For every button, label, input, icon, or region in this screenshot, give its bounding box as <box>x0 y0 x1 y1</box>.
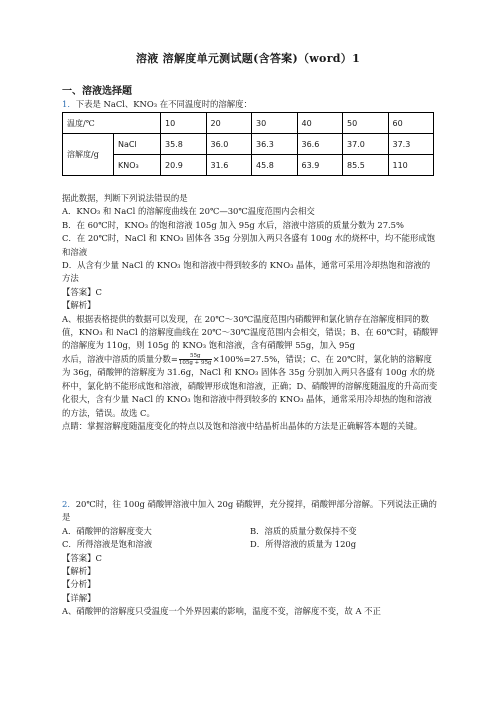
question-1-intro: 据此数据，判断下列说法错误的是 <box>62 193 188 203</box>
table-row <box>63 134 434 155</box>
answer-label: 【答案】C <box>62 552 102 563</box>
temp-cell: 40 <box>297 113 343 134</box>
analysis-label: 【解析】 <box>62 566 96 577</box>
option-d: D．从含有少量 NaCl 的 KNO₃ 饱和溶液中得到较多的 KNO₃ 晶体，通常可采用冷却热饱和溶液的方法 <box>62 260 431 284</box>
question-2-stem: 2．20℃时，往 100g 硝酸钾溶液中加入 20g 硝酸钾，充分搅拌，硝酸钾部分溶解。下列说法正确的是 <box>62 499 437 523</box>
detail-label: 【详解】 <box>62 592 96 603</box>
section-heading: 一、溶液选择题 <box>62 86 132 97</box>
table-cell: 35.8 <box>161 134 207 155</box>
option-b: B．溶质的质量分数保持不变 <box>250 525 357 536</box>
question-1-number: 1． <box>62 99 76 109</box>
table-cell: 31.6 <box>206 155 252 176</box>
answer-label: 【答案】C <box>62 286 102 297</box>
analysis-paragraph-2: 水后，溶液中溶质的质量分数= $\frac{55g}{105g + 95g}$ ×100%=27.5%，错误；C、在 20℃时，氯化钠的溶解度为 36g，硝酸钾的溶解度为 31.6g，NaCl 和 KNO₃ 固体各 35g 分别加入两只各盛有 100g 水的烧杯中，氯化钠不能形成饱和溶液，硝酸钾形成饱和溶液，正确；D、硝酸钾的溶解度随温度的升高而变化很大，含有少量 NaCl 的 KNO₃ 饱和溶液中得到较多的 KNO₃ 晶体，通常采用冷却热的饱和溶液的方法，错误。故选 C。 <box>62 352 438 418</box>
detail-paragraph: A、硝酸钾的溶解度只受温度一个外界因素的影响，温度不变，溶解度不变，故 A 不正 <box>62 606 381 617</box>
substance-name: KNO₃ <box>114 155 161 176</box>
temp-cell: 10 <box>161 113 207 134</box>
temp-cell: 30 <box>252 113 298 134</box>
solubility-table <box>62 112 434 176</box>
table-cell: 37.3 <box>388 134 434 155</box>
option-c: C．所得溶液是饱和溶液 <box>62 539 153 550</box>
table-cell: 36.0 <box>206 134 252 155</box>
option-b: B．在 60℃时，KNO₃ 的饱和溶液 105g 加入 95g 水后，溶液中溶质的质量分数为 27.5% <box>62 219 404 230</box>
document-title: 溶液 溶解度单元测试题(含答案)（word）1 <box>135 52 361 65</box>
question-2-number: 2． <box>62 499 76 509</box>
table-cell: 37.0 <box>343 134 389 155</box>
temp-header: 温度/℃ <box>63 113 161 134</box>
temp-cell: 50 <box>343 113 389 134</box>
table-cell: 85.5 <box>343 155 389 176</box>
table-cell: 36.3 <box>252 134 298 155</box>
table-cell: 45.8 <box>252 155 298 176</box>
fraction: $\frac{55g}{105g + 95g}$ <box>178 352 212 366</box>
table-cell: 110 <box>388 155 434 176</box>
substance-name: NaCl <box>114 134 161 155</box>
options-row <box>62 538 438 551</box>
question-2-body <box>62 498 438 619</box>
options-row <box>62 525 438 538</box>
option-a: A．硝酸钾的溶解度变大 <box>62 525 152 536</box>
option-d: D．所得溶液的质量为 120g <box>250 539 357 550</box>
temp-cell: 60 <box>388 113 434 134</box>
fenxi-label: 【分析】 <box>62 579 96 590</box>
solubility-row-label: 溶解度/g <box>63 134 114 176</box>
temp-cell: 20 <box>206 113 252 134</box>
comment-paragraph: 点睛：掌握溶解度随温度变化的特点以及饱和溶液中结晶析出晶体的方法是正确解答本题的关键。 <box>62 420 423 431</box>
table-cell: 20.9 <box>161 155 207 176</box>
analysis-paragraph: A、根据表格提供的数据可以发现，在 20℃～30℃温度范围内硝酸钾和氯化钠存在溶解度相同的数值，KNO₃ 和 NaCl 的溶解度曲线在 20℃～30℃温度范围内会相交，错误；B、在 60℃时，硝酸钾的溶解度为 110g，则 105g 的 KNO₃ 饱和溶液，含有硝酸钾 55g，加入 95g <box>62 313 439 351</box>
table-cell: 36.6 <box>297 134 343 155</box>
option-a: A．KNO₃ 和 NaCl 的溶解度曲线在 20℃—30℃温度范围内会相交 <box>62 206 315 217</box>
option-c: C．在 20℃时，NaCl 和 KNO₃ 固体各 35g 分别加入两只各盛有 100g 水的烧杯中，均不能形成饱和溶液 <box>62 233 436 257</box>
analysis-label: 【解析】 <box>62 300 96 311</box>
question-1-body <box>62 192 438 433</box>
question-1-stem: 1．下表是 NaCl、KNO₃ 在不同温度时的溶解度： <box>62 99 252 109</box>
table-row <box>63 155 434 176</box>
table-cell: 63.9 <box>297 155 343 176</box>
table-row <box>63 113 434 134</box>
